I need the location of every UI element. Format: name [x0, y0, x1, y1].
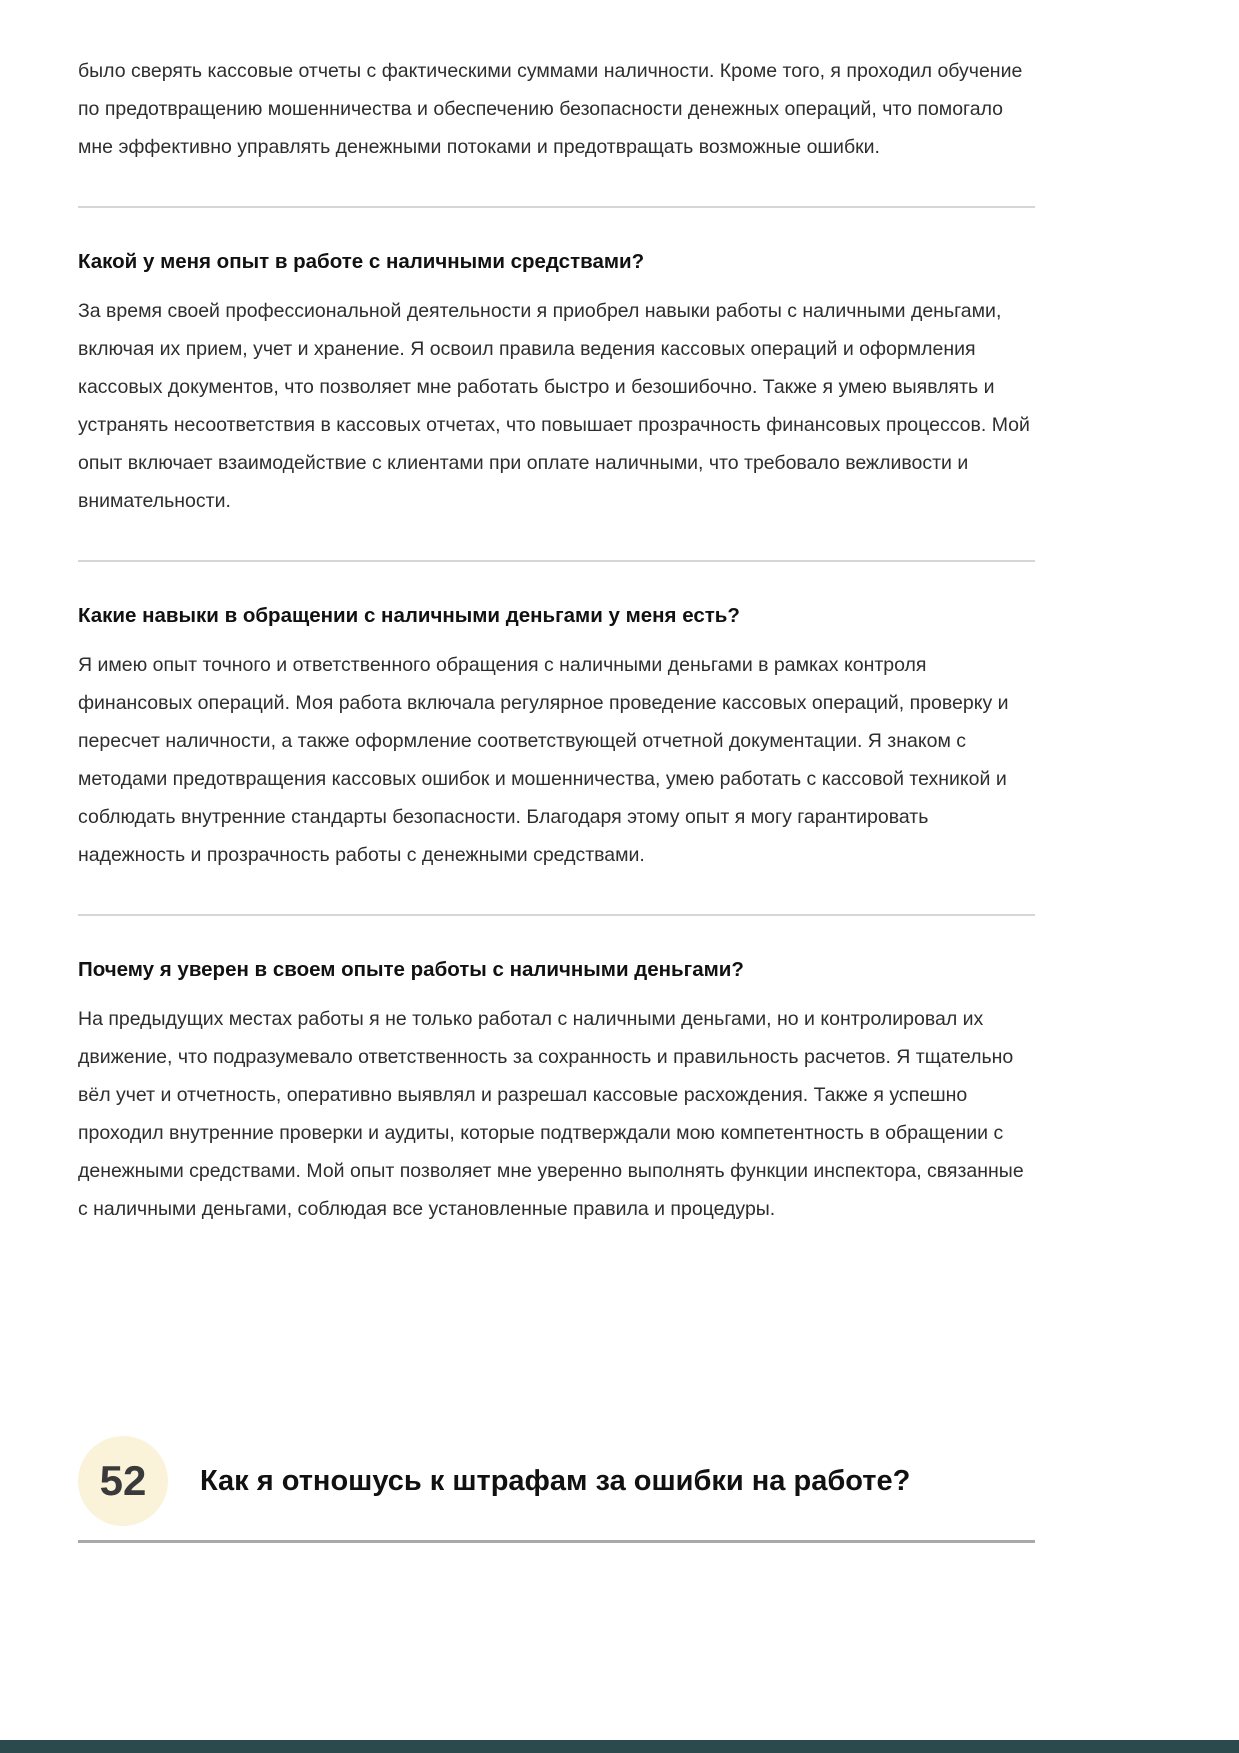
section-divider [78, 206, 1035, 208]
section-paragraph-2: Я имею опыт точного и ответственного обращения с наличными деньгами в рамках контроля финансовых операций. Моя работа включала регулярное проведение кассовых операций, проверку и пересчет наличности, а также оформление соответствующей отчетной документации. Я знаком с методами предотвращения кассовых ошибок и мошенничества, умею работать с кассовой техникой и соблюдать внутренние стандарты безопасности. Благодаря этому опыт я могу гарантировать надежность и прозрачность работы с денежными средствами. [78, 654, 1009, 866]
section-heading-2: Какие навыки в обращении с наличными деньгами у меня есть? [78, 604, 740, 627]
section-paragraph-3: На предыдущих местах работы я не только работал с наличными деньгами, но и контролировал их движение, что подразумевало ответственность за сохранность и правильность расчетов. Я тщательно вёл учет и отчетность, оперативно выявлял и разрешал кассовые расхождения. Также я успешно проходил внутренние проверки и аудиты, которые подтверждали мою компетентность в обращении с денежными средствами. Мой опыт позволяет мне уверенно выполнять функции инспектора, связанные с наличными деньгами, соблюдая все установленные правила и процедуры. [78, 1008, 1024, 1220]
question-number: 52 [99, 1457, 147, 1504]
continuation-paragraph: было сверять кассовые отчеты с фактическими суммами наличности. Кроме того, я проходил обучение по предотвращению мошенничества и обеспечению безопасности денежных операций, что помогало мне эффективно управлять денежными потоками и предотвращать возможные ошибки. [78, 60, 1023, 158]
next-question-title: Как я отношусь к штрафам за ошибки на работе? [200, 1465, 911, 1497]
section-divider [78, 914, 1035, 916]
next-question-header [78, 1436, 1035, 1526]
section-heading-3: Почему я уверен в своем опыте работы с наличными деньгами? [78, 958, 744, 981]
section-paragraph-1: За время своей профессиональной деятельности я приобрел навыки работы с наличными деньгами, включая их прием, учет и хранение. Я освоил правила ведения кассовых операций и оформления кассовых документов, что позволяет мне работать быстро и безошибочно. Также я умею выявлять и устранять несоответствия в кассовых отчетах, что повышает прозрачность финансовых процессов. Мой опыт включает взаимодействие с клиентами при оплате наличными, что требовало вежливости и внимательности. [78, 300, 1030, 512]
footer-bar [0, 1740, 1239, 1753]
question-number-badge [78, 1436, 168, 1526]
section-heading-1: Какой у меня опыт в работе с наличными средствами? [78, 250, 645, 273]
title-divider [78, 1540, 1035, 1543]
section-divider [78, 560, 1035, 562]
